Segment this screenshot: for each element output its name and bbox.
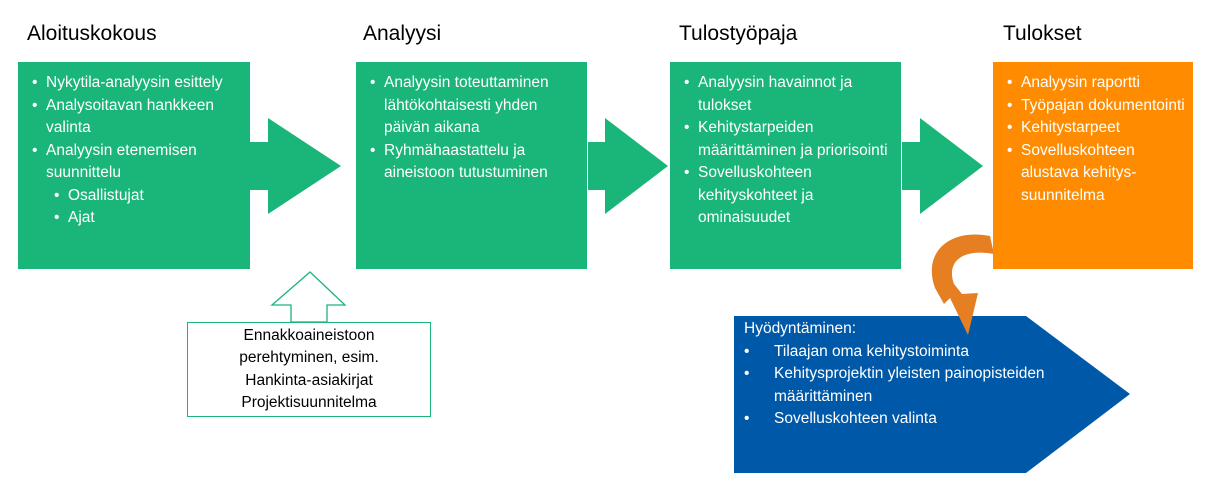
- utilization-content: [744, 318, 1074, 431]
- stage-box-analyysi: [356, 62, 587, 269]
- preparation-box: [187, 322, 431, 417]
- list-item: • Työpajan dokumentointi: [999, 95, 1185, 118]
- stage-box-tulostyopaja: [670, 62, 901, 269]
- list-item: • Sovelluskohteen valinta: [744, 408, 1074, 431]
- list-item: • Analysoitavan hankkeen valinta: [24, 95, 242, 140]
- list-item: • Analyysin havainnot ja tulokset: [676, 72, 893, 117]
- stage-box-aloituskokous: [18, 62, 250, 269]
- stage-title-aloituskokous: Aloituskokous: [27, 22, 157, 45]
- preparation-line: perehtyminen, esim.: [239, 349, 379, 366]
- stage-list-tulostyopaja: [676, 72, 893, 230]
- list-item: • Analyysin etenemisen suunnittelu: [24, 140, 242, 185]
- up-arrow-outline: [272, 272, 345, 322]
- preparation-line: Projektisuunnitelma: [241, 394, 377, 411]
- list-item: • Analyysin raportti: [999, 72, 1185, 95]
- stage-list-aloituskokous: [24, 72, 242, 230]
- list-item: • Kehitystarpeet: [999, 117, 1185, 140]
- list-subitem: • Ajat: [24, 207, 242, 230]
- list-item: • Nykytila-analyysin esittely: [24, 72, 242, 95]
- list-item: • Kehitystarpeiden määrittäminen ja priorisointi: [676, 117, 893, 162]
- stage-list-analyysi: [362, 72, 579, 185]
- stage-box-tulokset: [993, 62, 1193, 269]
- stage-list-tulokset: [999, 72, 1185, 207]
- utilization-title: Hyödyntäminen:: [744, 320, 857, 337]
- list-item: • Sovelluskohteen alustava kehitys-suunnitelma: [999, 140, 1185, 208]
- stage-title-tulostyopaja: Tulostyöpaja: [679, 22, 798, 45]
- preparation-line: Ennakkoaineistoon: [243, 326, 375, 344]
- preparation-line: Hankinta-asiakirjat: [245, 371, 373, 389]
- list-item: • Analyysin toteuttaminen lähtökohtaisesti yhden päivän aikana: [362, 72, 579, 140]
- list-item: • Kehitysprojektin yleisten painopisteiden määrittäminen: [744, 363, 1074, 408]
- list-item: • Ryhmähaastattelu ja aineistoon tutustuminen: [362, 140, 579, 185]
- utilization-list: [744, 341, 1074, 431]
- stage-title-analyysi: Analyysi: [363, 22, 442, 45]
- stage-title-tulokset: Tulokset: [1003, 22, 1082, 45]
- list-subitem: • Osallistujat: [24, 185, 242, 208]
- arrow-stage2-to-stage3: [588, 118, 668, 214]
- list-item: • Sovelluskohteen kehityskohteet ja ominaisuudet: [676, 162, 893, 230]
- arrow-stage3-to-stage4: [902, 118, 983, 214]
- arrow-stage1-to-stage2: [250, 118, 341, 214]
- list-item: • Tilaajan oma kehitystoiminta: [744, 341, 1074, 364]
